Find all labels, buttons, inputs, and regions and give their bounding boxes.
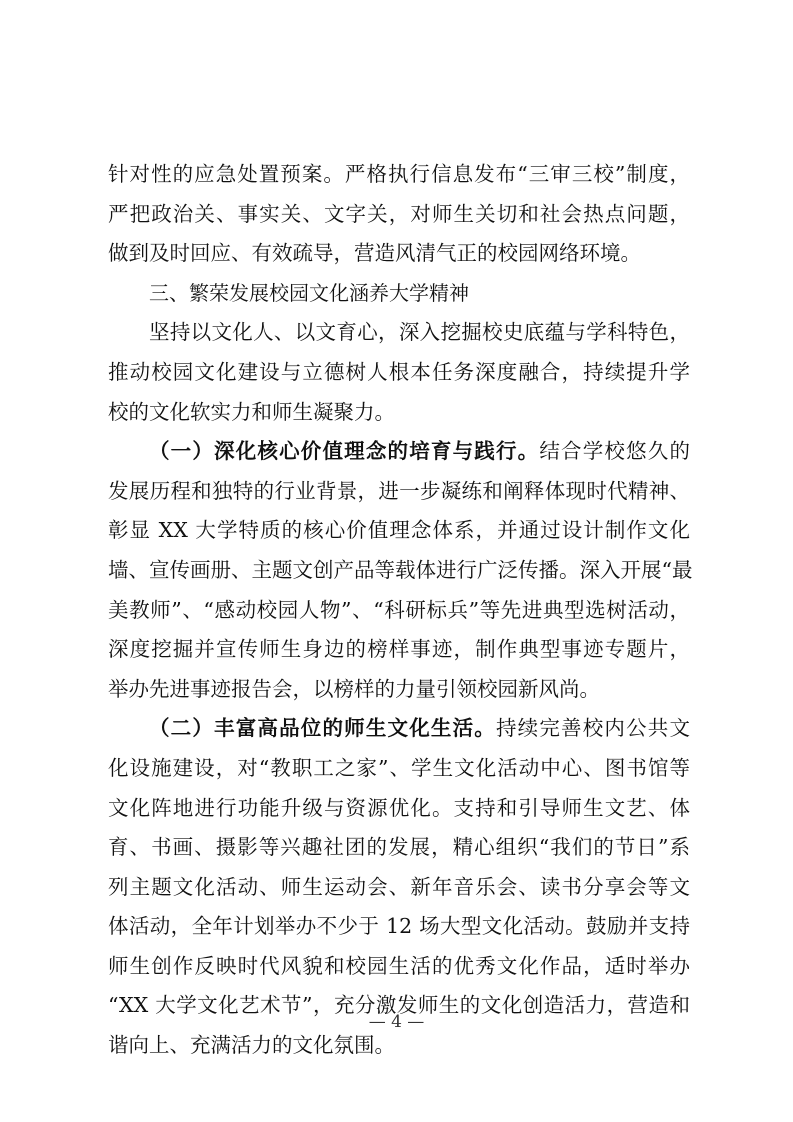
paragraph-line: 化设施建设，对“教职工之家”、学生文化活动中心、图书馆等 (108, 755, 690, 780)
subsection-heading: （一）深化核心价值理念的培育与践行。 (149, 439, 540, 464)
paragraph-line: 美教师”、“感动校园人物”、“科研标兵”等先进典型选树活动， (108, 597, 690, 622)
page-number: — 4 — (368, 1012, 425, 1032)
paragraph-line: “XX 大学文化艺术节”，充分激发师生的文化创造活力，营造和 (108, 993, 690, 1018)
subsection-heading: （二）丰富高品位的师生文化生活。 (149, 716, 496, 741)
paragraph-line: 墙、宣传画册、主题文创产品等载体进行广泛传播。深入开展“最 (108, 557, 693, 582)
paragraph-line: 师生创作反映时代风貌和校园生活的优秀文化作品，适时举办 (108, 953, 690, 978)
paragraph-line: 文化阵地进行功能升级与资源优化。支持和引导师生文艺、体 (108, 795, 690, 820)
paragraph-line: 发展历程和独特的行业背景，进一步凝练和阐释体现时代精神、 (108, 478, 690, 503)
paragraph-line: 列主题文化活动、师生运动会、新年音乐会、读书分享会等文 (108, 874, 690, 899)
subsection-line (108, 432, 690, 472)
paragraph-line: 彰显 XX 大学特质的核心价值理念体系，并通过设计制作文化 (108, 518, 690, 543)
section-heading: 三、繁荣发展校园文化涵养大学精神 (149, 280, 469, 305)
subsection-line (108, 709, 690, 749)
paragraph-line: 做到及时回应、有效疏导，营造风清气正的校园网络环境。 (108, 241, 641, 266)
paragraph-line: 深度挖掘并宣传师生身边的榜样事迹，制作典型事迹专题片， (108, 637, 690, 662)
paragraph-line: 体活动，全年计划举办不少于 12 场大型文化活动。鼓励并支持 (108, 914, 690, 939)
document-body (108, 155, 693, 1066)
paragraph-line: 谐向上、充满活力的文化氛围。 (108, 1033, 395, 1058)
paragraph-line: 校的文化软实力和师生凝聚力。 (108, 399, 395, 424)
paragraph-line: 举办先进事迹报告会，以榜样的力量引领校园新风尚。 (108, 676, 600, 701)
paragraph-line: 育、书画、摄影等兴趣社团的发展，精心组织“我们的节日”系 (108, 835, 690, 860)
paragraph-text: 结合学校悠久的 (539, 439, 690, 464)
paragraph-line: 推动校园文化建设与立德树人根本任务深度融合，持续提升学 (108, 359, 690, 384)
paragraph-line: 严把政治关、事实关、文字关，对师生关切和社会热点问题， (108, 201, 690, 226)
paragraph-text: 持续完善校内公共文 (496, 716, 690, 741)
paragraph-line: 针对性的应急处置预案。严格执行信息发布“三审三校”制度， (108, 162, 690, 186)
paragraph-line: 坚持以文化人、以文育心，深入挖掘校史底蕴与学科特色， (149, 320, 690, 345)
